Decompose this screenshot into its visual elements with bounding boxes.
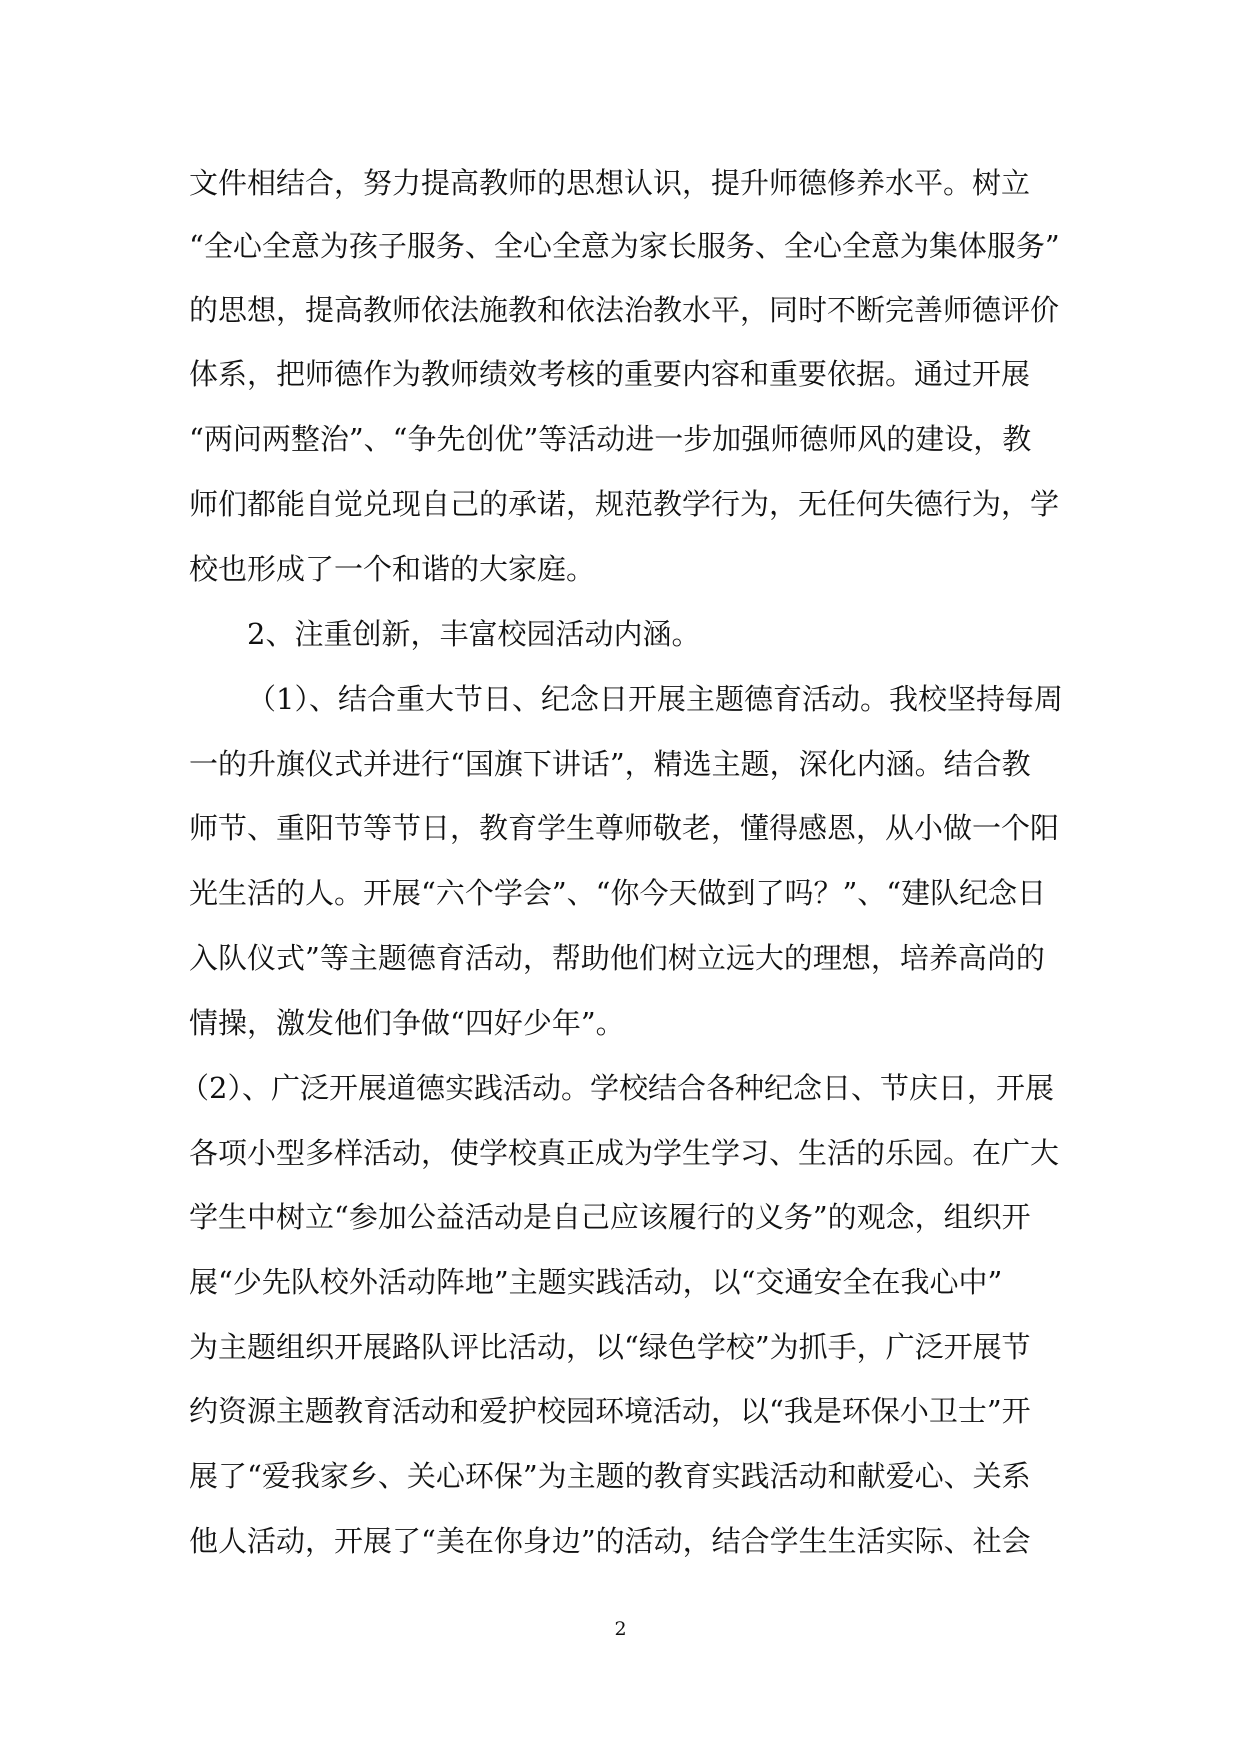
text-line: 各项小型多样活动，使学校真正成为学生学习、生活的乐园。在广大	[189, 1136, 1060, 1170]
text-line: 展了“爱我家乡、关心环保”为主题的教育实践活动和献爱心、关系	[189, 1459, 1031, 1493]
text-line: 情操，激发他们争做“四好少年”。	[189, 1006, 625, 1040]
text-line: 文件相结合，努力提高教师的思想认识，提升师德修养水平。树立	[189, 166, 1031, 200]
text-line: 展“少先队校外活动阵地”主题实践活动，以“交通安全在我心中”	[189, 1265, 1003, 1299]
text-line: 校也形成了一个和谐的大家庭。	[189, 552, 596, 586]
text-line: 体系，把师德作为教师绩效考核的重要内容和重要依据。通过开展	[189, 357, 1031, 391]
section-heading: 2、注重创新，丰富校园活动内涵。	[247, 617, 701, 651]
text-line: 的思想，提高教师依法施教和依法治教水平，同时不断完善师德评价	[189, 293, 1060, 327]
text-line: 约资源主题教育活动和爱护校园环境活动，以“我是环保小卫士”开	[189, 1394, 1031, 1428]
text-line: 学生中树立“参加公益活动是自己应该履行的义务”的观念，组织开	[189, 1200, 1031, 1234]
text-line: （2）、广泛开展道德实践活动。学校结合各种纪念日、节庆日，开展	[180, 1071, 1054, 1105]
text-line: 为主题组织开展路队评比活动，以“绿色学校”为抓手，广泛开展节	[189, 1330, 1031, 1364]
text-line: 他人活动，开展了“美在你身边”的活动，结合学生生活实际、社会	[189, 1524, 1031, 1558]
text-line: 一的升旗仪式并进行“国旗下讲话”，精选主题，深化内涵。结合教	[189, 747, 1031, 781]
text-line: 师们都能自觉兑现自己的承诺，规范教学行为，无任何失德行为，学	[189, 487, 1060, 521]
text-line: “两问两整治”、“争先创优”等活动进一步加强师德师风的建设，教	[189, 422, 1032, 456]
text-line: “全心全意为孩子服务、全心全意为家长服务、全心全意为集体服务”	[189, 229, 1060, 263]
text-line: （1）、结合重大节日、纪念日开展主题德育活动。我校坚持每周	[247, 682, 1063, 716]
text-line: 入队仪式”等主题德育活动，帮助他们树立远大的理想，培养高尚的	[189, 941, 1045, 975]
text-line: 光生活的人。开展“六个学会”、“你今天做到了吗？”、“建队纪念日	[189, 876, 1047, 910]
page-number: 2	[614, 1618, 627, 1640]
text-line: 师节、重阳节等节日，教育学生尊师敬老，懂得感恩，从小做一个阳	[189, 811, 1060, 845]
